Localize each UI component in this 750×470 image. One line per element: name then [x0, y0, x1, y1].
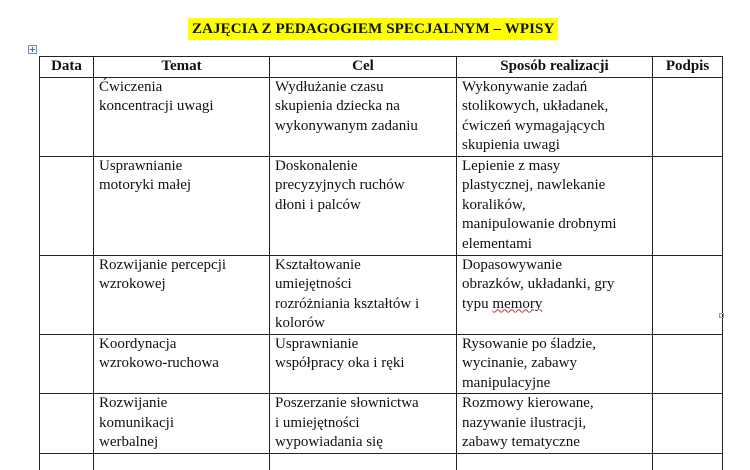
sposob-cell[interactable]: [457, 255, 653, 334]
sposob-cell[interactable]: [457, 453, 653, 470]
table-move-handle-icon[interactable]: [28, 45, 37, 54]
data-cell[interactable]: [40, 77, 94, 156]
column-header-temat: Temat: [94, 57, 270, 78]
data-cell[interactable]: [40, 334, 94, 394]
cel-cell[interactable]: Usprawnianie współpracy oka i ręki: [270, 334, 457, 394]
data-cell[interactable]: [40, 394, 94, 454]
temat-cell[interactable]: [94, 453, 270, 470]
sposob-cell[interactable]: Rysowanie po śladzie, wycinanie, zabawy manipulacyjne: [457, 334, 653, 394]
sposob-cell[interactable]: Wykonywanie zadań stolikowych, układanek, ćwiczeń wymagających skupienia uwagi: [457, 77, 653, 156]
sposob-cell[interactable]: Rozmowy kierowane, nazywanie ilustracji, zabawy tematyczne: [457, 394, 653, 454]
table-row: [40, 255, 723, 334]
temat-cell[interactable]: Rozwijanie percepcji wzrokowej: [94, 255, 270, 334]
podpis-cell[interactable]: [653, 334, 723, 394]
table-row: [40, 394, 723, 454]
podpis-cell[interactable]: [653, 453, 723, 470]
resize-handle-icon[interactable]: [719, 313, 724, 318]
table-row: [40, 334, 723, 394]
column-header-cel: Cel: [270, 57, 457, 78]
cel-cell[interactable]: [270, 453, 457, 470]
sposob-cell[interactable]: Lepienie z masy plastycznej, nawlekanie koralików, manipulowanie drobnymi elementami: [457, 156, 653, 255]
podpis-cell[interactable]: [653, 77, 723, 156]
column-header-sposob: Sposób realizacji: [457, 57, 653, 78]
table-row: [40, 156, 723, 255]
cel-cell[interactable]: Wydłużanie czasu skupienia dziecka na wykonywanym zadaniu: [270, 77, 457, 156]
temat-cell[interactable]: Ćwiczenia koncentracji uwagi: [94, 77, 270, 156]
cel-cell[interactable]: Poszerzanie słownictwa i umiejętności wypowiadania się: [270, 394, 457, 454]
temat-cell[interactable]: Usprawnianie motoryki małej: [94, 156, 270, 255]
table-row-partial: [40, 453, 723, 470]
cel-cell[interactable]: Kształtowanie umiejętności rozróżniania kształtów i kolorów: [270, 255, 457, 334]
podpis-cell[interactable]: [653, 255, 723, 334]
column-header-podpis: Podpis: [653, 57, 723, 78]
data-cell[interactable]: [40, 453, 94, 470]
data-cell[interactable]: [40, 156, 94, 255]
temat-cell[interactable]: Koordynacja wzrokowo-ruchowa: [94, 334, 270, 394]
spellcheck-flagged-word: memory: [492, 295, 543, 312]
column-header-data: Data: [40, 57, 94, 78]
podpis-cell[interactable]: [653, 394, 723, 454]
podpis-cell[interactable]: [653, 156, 723, 255]
table-header-row: [40, 57, 723, 78]
temat-cell[interactable]: Rozwijanie komunikacji werbalnej: [94, 394, 270, 454]
table-row: [40, 77, 723, 156]
entries-table: [39, 56, 723, 470]
cel-cell[interactable]: Doskonalenie precyzyjnych ruchów dłoni i palców: [270, 156, 457, 255]
document-title: ZAJĘCIA Z PEDAGOGIEM SPECJALNYM – WPISY: [188, 18, 558, 40]
sposob-text: Dopasowywanie obrazków, układanki, gry typu: [462, 256, 615, 312]
data-cell[interactable]: [40, 255, 94, 334]
